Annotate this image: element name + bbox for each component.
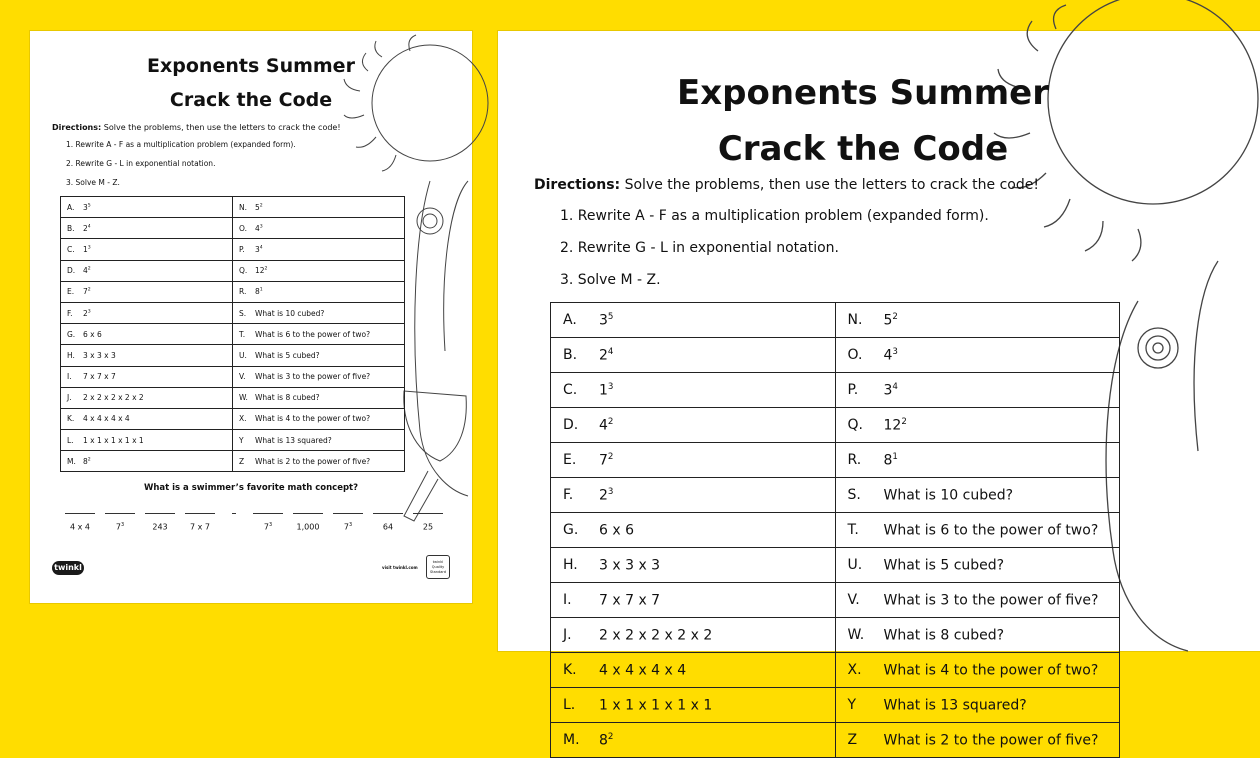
problem-text: 1 x 1 x 1 x 1 x 1 <box>83 435 144 445</box>
problem-text: 4 x 4 x 4 x 4 <box>599 662 687 679</box>
problem-base: 3 <box>883 382 893 399</box>
problem-letter: E. <box>563 452 577 469</box>
problem-letter: D. <box>67 266 76 276</box>
answer-clue: 243 <box>152 522 168 532</box>
problem-text: 6 x 6 <box>599 522 634 539</box>
answer-clue: 7 x 7 <box>190 522 210 532</box>
step-1-large: 1. Rewrite A - F as a multiplication problem (expanded form). <box>560 208 989 224</box>
problem-base: 2 <box>83 223 88 233</box>
problem-letter: V. <box>847 592 860 609</box>
directions <box>52 123 341 132</box>
problem-cell[interactable] <box>61 260 233 281</box>
problem-exponent: 3 <box>892 346 898 357</box>
problem-letter: H. <box>67 350 75 360</box>
answer-code-row <box>60 513 448 532</box>
problem-base: 2 <box>83 308 88 318</box>
worksheet-title-line1: Exponents Summer <box>147 55 355 77</box>
problem-letter: D. <box>563 417 579 434</box>
problem-text: 3 x 3 x 3 <box>599 557 661 574</box>
problem-base: 8 <box>883 452 893 469</box>
answer-clue: 64 <box>382 522 394 532</box>
table-row <box>61 451 405 472</box>
problem-text: What is 5 cubed? <box>883 557 1005 574</box>
problem-cell[interactable] <box>233 218 405 239</box>
table-row-large <box>551 688 1120 723</box>
answer-blank[interactable] <box>328 513 368 532</box>
problem-cell-large[interactable] <box>835 373 1120 408</box>
problem-text: 2 x 2 x 2 x 2 x 2 <box>83 393 144 403</box>
problem-letter: K. <box>67 414 75 424</box>
problem-text: What is 8 cubed? <box>883 627 1005 644</box>
problem-text: What is 10 cubed? <box>883 487 1014 504</box>
table-row-large <box>551 443 1120 478</box>
quality-badge: twinkl Quality Standard <box>426 555 450 579</box>
problem-exponent: 2 <box>87 287 91 293</box>
problem-cell-large[interactable] <box>835 583 1120 618</box>
problem-exponent: 4 <box>87 224 91 230</box>
problem-exponent: 3 <box>607 486 614 497</box>
problem-letter: N. <box>847 312 863 329</box>
problem-letter: W. <box>239 393 248 403</box>
problem-cell-large[interactable] <box>835 478 1120 513</box>
problem-exponent: 5 <box>607 311 614 322</box>
answer-clue: 4 x 4 <box>70 522 90 532</box>
problem-text: What is 3 to the power of five? <box>883 592 1099 609</box>
problem-base: 8 <box>599 732 608 749</box>
problem-cell[interactable] <box>61 218 233 239</box>
problem-letter: W. <box>847 627 865 644</box>
problem-letter: N. <box>239 202 247 212</box>
problem-base: 5 <box>255 202 260 212</box>
problem-letter: R. <box>239 287 247 297</box>
problem-cell-large[interactable] <box>835 338 1120 373</box>
problem-letter: U. <box>847 557 863 574</box>
problem-exponent: 2 <box>892 311 898 322</box>
problem-letter: I. <box>563 592 572 609</box>
problem-base: 8 <box>83 456 88 466</box>
answer-clue: $7^3$ <box>343 522 353 532</box>
problem-cell-large[interactable] <box>551 723 836 758</box>
problem-text: 4 x 4 x 4 x 4 <box>83 414 130 424</box>
answer-blank[interactable] <box>140 513 180 532</box>
problem-base: 1 <box>599 382 608 399</box>
table-row-large <box>551 373 1120 408</box>
problem-letter: B. <box>563 347 578 364</box>
problem-cell-large[interactable] <box>835 513 1120 548</box>
problem-base: 2 <box>599 347 608 364</box>
problem-exponent: 2 <box>259 203 263 209</box>
problem-text: What is 13 squared? <box>883 697 1027 714</box>
problem-letter: I. <box>67 372 72 382</box>
table-row <box>61 281 405 302</box>
problem-cell-large[interactable] <box>551 408 836 443</box>
table-row-large <box>551 723 1120 758</box>
problem-letter: L. <box>563 697 576 714</box>
problem-exponent: 2 <box>264 266 268 272</box>
surfboard-icon <box>415 181 468 496</box>
problem-text: What is 2 to the power of five? <box>883 732 1099 749</box>
problem-text: What is 4 to the power of two? <box>883 662 1099 679</box>
problem-letter: Y <box>239 435 244 445</box>
problem-letter: C. <box>563 382 578 399</box>
problem-cell-large[interactable] <box>551 478 836 513</box>
step-1: 1. Rewrite A - F as a multiplication problem (expanded form). <box>66 140 296 149</box>
table-row <box>61 324 405 345</box>
problem-exponent: 4 <box>259 245 263 251</box>
table-row-large <box>551 513 1120 548</box>
problem-letter: H. <box>563 557 578 574</box>
problem-base: 12 <box>255 266 265 276</box>
answer-blank[interactable] <box>60 513 100 532</box>
problem-cell[interactable] <box>61 197 233 218</box>
problem-letter: C. <box>67 244 75 254</box>
problem-text: What is 5 cubed? <box>255 350 320 360</box>
problem-cell-large[interactable] <box>551 373 836 408</box>
table-row-large <box>551 478 1120 513</box>
twinkl-logo: twinkl <box>52 561 84 575</box>
problem-base: 3 <box>83 202 88 212</box>
answer-clue: $7^3$ <box>263 522 273 532</box>
problem-cell[interactable] <box>233 366 405 387</box>
problem-text: What is 13 squared? <box>255 435 332 445</box>
problem-base: 7 <box>83 287 88 297</box>
problem-base: 7 <box>599 452 608 469</box>
problem-cell-large[interactable] <box>835 443 1120 478</box>
answer-clue: 1,000 <box>296 522 320 532</box>
table-row <box>61 302 405 323</box>
problem-letter: G. <box>67 329 76 339</box>
problem-cell[interactable] <box>233 260 405 281</box>
problem-cell[interactable] <box>233 451 405 472</box>
problem-cell[interactable] <box>233 281 405 302</box>
table-row <box>61 366 405 387</box>
problem-letter: T. <box>239 329 246 339</box>
problem-exponent: 2 <box>607 451 614 462</box>
footer-url: visit twinkl.com <box>382 565 418 570</box>
problem-base: 4 <box>255 223 260 233</box>
problem-exponent: 2 <box>87 266 91 272</box>
problem-cell[interactable] <box>61 324 233 345</box>
worksheet-title-line2: Crack the Code <box>169 89 333 111</box>
problem-letter: S. <box>239 308 247 318</box>
table-row <box>61 345 405 366</box>
problem-text: 6 x 6 <box>83 329 102 339</box>
problem-text: What is 6 to the power of two? <box>255 329 371 339</box>
directions-text-large: Solve the problems, then use the letters to crack the code! <box>620 177 1039 193</box>
problem-exponent: 2 <box>901 416 907 427</box>
worksheet-title-line1-large: Exponents Summer <box>676 73 1050 113</box>
problem-exponent: 2 <box>87 457 91 463</box>
problem-cell-large[interactable] <box>551 303 836 338</box>
problem-text: 7 x 7 x 7 <box>599 592 661 609</box>
problem-cell-large[interactable] <box>835 688 1120 723</box>
problem-letter: Y <box>847 697 857 714</box>
problem-cell-large[interactable] <box>835 618 1120 653</box>
problem-cell[interactable] <box>233 408 405 429</box>
problem-letter: A. <box>563 312 577 329</box>
problem-base: 5 <box>883 312 893 329</box>
problem-exponent: 3 <box>87 309 91 315</box>
answer-blank[interactable] <box>248 513 288 532</box>
problem-letter: O. <box>239 223 247 233</box>
table-row-large <box>551 583 1120 618</box>
answer-blank[interactable] <box>368 513 408 532</box>
problem-letter: A. <box>67 202 75 212</box>
step-3-large: 3. Solve M - Z. <box>560 272 661 288</box>
directions-label-large: Directions: <box>534 177 621 193</box>
problem-base: 4 <box>883 347 893 364</box>
answer-blank[interactable] <box>180 513 220 532</box>
problem-text: What is 3 to the power of five? <box>255 372 371 382</box>
problem-cell-large[interactable] <box>551 548 836 583</box>
problem-base: 4 <box>83 266 88 276</box>
problem-cell-large[interactable] <box>551 688 836 723</box>
worksheet-title-line2-large: Crack the Code <box>717 129 1009 169</box>
problem-letter: T. <box>847 522 859 539</box>
table-row <box>61 218 405 239</box>
problem-letter: X. <box>847 662 862 679</box>
problem-letter: U. <box>239 350 247 360</box>
problem-cell[interactable] <box>61 345 233 366</box>
problem-table-large <box>550 302 1120 758</box>
problem-cell-large[interactable] <box>835 303 1120 338</box>
problem-letter: Z <box>239 456 245 466</box>
problem-text: What is 8 cubed? <box>255 393 320 403</box>
answer-word-gap <box>220 513 248 532</box>
problem-exponent: 3 <box>607 381 614 392</box>
problem-exponent: 3 <box>259 224 263 230</box>
problem-exponent: 1 <box>259 287 263 293</box>
problem-base: 3 <box>255 244 260 254</box>
problem-letter: R. <box>847 452 862 469</box>
table-row-large <box>551 548 1120 583</box>
bucket-icon <box>404 391 467 461</box>
problem-base: 8 <box>255 287 260 297</box>
problem-cell[interactable] <box>233 197 405 218</box>
problem-exponent: 2 <box>607 416 614 427</box>
shell-swirl-icon-large <box>1138 328 1178 368</box>
problem-letter: K. <box>563 662 577 679</box>
table-row-large <box>551 408 1120 443</box>
table-row-large <box>551 618 1120 653</box>
table-row <box>61 239 405 260</box>
answer-blank[interactable] <box>100 513 140 532</box>
table-row <box>61 197 405 218</box>
problem-letter: Q. <box>239 266 248 276</box>
directions-large <box>534 177 1039 193</box>
problem-text: 1 x 1 x 1 x 1 x 1 <box>599 697 713 714</box>
answer-clue: 25 <box>422 522 434 532</box>
answer-blank[interactable] <box>288 513 328 532</box>
problem-cell[interactable] <box>233 345 405 366</box>
problem-cell[interactable] <box>61 366 233 387</box>
problem-cell-large[interactable] <box>835 548 1120 583</box>
problem-base: 12 <box>883 417 902 434</box>
problem-cell[interactable] <box>233 239 405 260</box>
table-row <box>61 260 405 281</box>
problem-letter: V. <box>239 372 246 382</box>
problem-letter: S. <box>847 487 861 504</box>
problem-text: 7 x 7 x 7 <box>83 372 116 382</box>
problem-letter: G. <box>563 522 579 539</box>
problem-exponent: 3 <box>87 245 91 251</box>
problem-base: 2 <box>599 487 608 504</box>
worksheet-zoomed <box>498 31 1260 749</box>
answer-blank[interactable] <box>408 513 448 532</box>
problem-cell-large[interactable] <box>835 723 1120 758</box>
problem-cell[interactable] <box>61 451 233 472</box>
shell-swirl-icon <box>417 208 443 234</box>
problem-letter: M. <box>563 732 580 749</box>
problem-letter: M. <box>67 456 76 466</box>
problem-text: What is 2 to the power of five? <box>255 456 371 466</box>
riddle-question: What is a swimmer’s favorite math concept? <box>143 483 359 493</box>
problem-cell[interactable] <box>61 408 233 429</box>
problem-cell-large[interactable] <box>835 408 1120 443</box>
step-3: 3. Solve M - Z. <box>66 178 120 187</box>
problem-exponent: 4 <box>892 381 898 392</box>
problem-base: 1 <box>83 244 88 254</box>
problem-text: 2 x 2 x 2 x 2 x 2 <box>599 627 713 644</box>
problem-base: 4 <box>599 417 608 434</box>
problem-cell[interactable] <box>61 239 233 260</box>
problem-letter: E. <box>67 287 75 297</box>
problem-exponent: 5 <box>87 203 91 209</box>
directions-label: Directions: <box>52 123 102 132</box>
problem-cell[interactable] <box>233 324 405 345</box>
table-row-large <box>551 303 1120 338</box>
problem-cell[interactable] <box>61 281 233 302</box>
problem-letter: J. <box>563 627 572 644</box>
worksheet-thumbnail <box>30 31 472 603</box>
step-2-large: 2. Rewrite G - L in exponential notation. <box>560 240 839 256</box>
problem-letter: L. <box>67 435 74 445</box>
problem-text: What is 10 cubed? <box>255 308 325 318</box>
table-row <box>61 408 405 429</box>
surfboard-icon-large <box>1106 261 1218 651</box>
step-2: 2. Rewrite G - L in exponential notation. <box>66 159 216 168</box>
problem-letter: Q. <box>847 417 863 434</box>
problem-letter: P. <box>239 244 245 254</box>
problem-cell-large[interactable] <box>551 513 836 548</box>
problem-exponent: 4 <box>607 346 614 357</box>
problem-cell[interactable] <box>233 302 405 323</box>
table-row <box>61 430 405 451</box>
problem-cell-large[interactable] <box>551 338 836 373</box>
problem-exponent: 1 <box>892 451 898 462</box>
problem-text: What is 4 to the power of two? <box>255 414 371 424</box>
problem-letter: P. <box>847 382 859 399</box>
problem-letter: B. <box>67 223 75 233</box>
problem-base: 3 <box>599 312 608 329</box>
problem-cell-large[interactable] <box>551 618 836 653</box>
problem-table <box>60 196 405 472</box>
problem-cell[interactable] <box>61 387 233 408</box>
problem-cell-large[interactable] <box>551 653 836 688</box>
problem-cell[interactable] <box>233 387 405 408</box>
answer-clue: $7^3$ <box>115 522 125 532</box>
problem-text: What is 6 to the power of two? <box>883 522 1099 539</box>
problem-letter: F. <box>563 487 574 504</box>
problem-cell[interactable] <box>61 302 233 323</box>
problem-letter: J. <box>67 393 72 403</box>
problem-cell-large[interactable] <box>551 443 836 478</box>
problem-cell-large[interactable] <box>551 583 836 618</box>
problem-cell[interactable] <box>233 430 405 451</box>
problem-letter: O. <box>847 347 863 364</box>
table-row <box>61 387 405 408</box>
directions-text: Solve the problems, then use the letters to crack the code! <box>101 123 341 132</box>
problem-text: 3 x 3 x 3 <box>83 350 116 360</box>
problem-letter: Z <box>847 732 858 749</box>
problem-exponent: 2 <box>607 731 614 742</box>
problem-cell-large[interactable] <box>835 653 1120 688</box>
table-row-large <box>551 338 1120 373</box>
problem-cell[interactable] <box>61 430 233 451</box>
table-row-large <box>551 653 1120 688</box>
problem-letter: F. <box>67 308 73 318</box>
problem-letter: X. <box>239 414 247 424</box>
